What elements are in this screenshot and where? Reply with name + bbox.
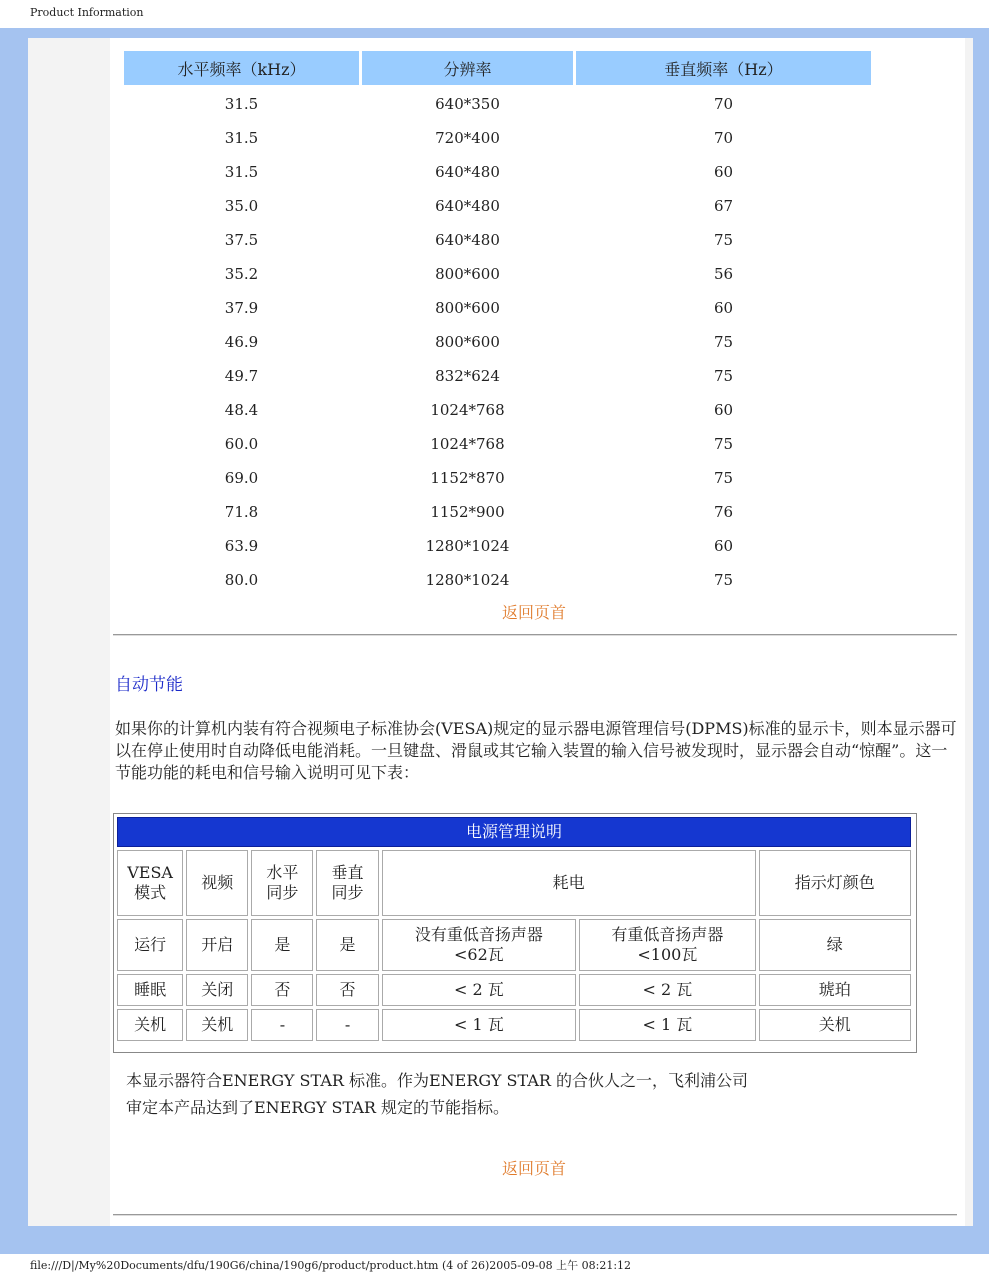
head-vesa-mode-line2: 模式 bbox=[134, 883, 167, 902]
cell-resolution: 640*480 bbox=[435, 230, 500, 249]
page-content bbox=[28, 38, 973, 1226]
table-row bbox=[124, 258, 871, 289]
cell-resolution: 720*400 bbox=[435, 128, 500, 147]
table-row bbox=[124, 326, 871, 357]
header-vertical-frequency: 垂直频率（Hz） bbox=[576, 51, 871, 85]
section-title: 自动节能 bbox=[115, 675, 183, 695]
cell-vfreq: 76 bbox=[713, 502, 734, 521]
divider bbox=[113, 1214, 957, 1216]
cell-vfreq: 75 bbox=[713, 332, 734, 351]
head-vsync-line1: 垂直 bbox=[331, 863, 364, 882]
frequency-table-header-row bbox=[124, 51, 871, 85]
cell-video: 开启 bbox=[186, 919, 248, 971]
cell-vfreq: 75 bbox=[713, 434, 734, 453]
table-row bbox=[124, 462, 871, 493]
cell-vfreq: 75 bbox=[713, 468, 734, 487]
head-hsync-line1: 水平 bbox=[266, 863, 299, 882]
cell-hsync: 否 bbox=[251, 974, 313, 1006]
power-table-caption: 电源管理说明 bbox=[117, 817, 911, 847]
cell-hfreq: 80.0 bbox=[224, 570, 259, 589]
cell-resolution: 640*480 bbox=[435, 162, 500, 181]
cell-power-subwoofer: < 2 瓦 bbox=[579, 974, 755, 1006]
subwoofer-label: 有重低音扬声器 bbox=[611, 925, 724, 944]
cell-power-subwoofer bbox=[579, 919, 755, 971]
head-video: 视频 bbox=[186, 850, 248, 916]
table-row bbox=[124, 122, 871, 153]
no-subwoofer-value: <62瓦 bbox=[453, 945, 504, 964]
back-to-top-link[interactable]: 返回页首 bbox=[501, 1159, 566, 1178]
cell-vfreq: 60 bbox=[713, 298, 734, 317]
cell-vfreq: 60 bbox=[713, 400, 734, 419]
cell-hfreq: 63.9 bbox=[224, 536, 259, 555]
cell-hsync: 是 bbox=[251, 919, 313, 971]
head-vesa-mode bbox=[117, 850, 183, 916]
head-vsync bbox=[316, 850, 378, 916]
cell-resolution: 1024*768 bbox=[430, 434, 505, 453]
cell-resolution: 1152*900 bbox=[430, 502, 505, 521]
energy-star-note bbox=[126, 1067, 926, 1121]
head-vesa-mode-line1: VESA bbox=[127, 863, 173, 882]
cell-resolution: 1280*1024 bbox=[425, 536, 510, 555]
table-row bbox=[124, 394, 871, 425]
cell-hfreq: 35.0 bbox=[224, 196, 259, 215]
table-row bbox=[124, 292, 871, 323]
cell-vfreq: 75 bbox=[713, 230, 734, 249]
cell-power-no-subwoofer: < 2 瓦 bbox=[382, 974, 577, 1006]
head-hsync-line2: 同步 bbox=[266, 883, 299, 902]
header-label: Product Information bbox=[30, 6, 144, 19]
cell-video: 关机 bbox=[186, 1009, 248, 1041]
table-row bbox=[124, 564, 871, 595]
power-management-table-frame bbox=[113, 813, 917, 1053]
head-power: 耗电 bbox=[382, 850, 756, 916]
cell-resolution: 800*600 bbox=[435, 332, 500, 351]
frequency-table bbox=[121, 48, 874, 598]
cell-hfreq: 31.5 bbox=[224, 94, 259, 113]
cell-vfreq: 75 bbox=[713, 366, 734, 385]
table-row bbox=[124, 530, 871, 561]
power-table-row-off bbox=[117, 1009, 911, 1041]
cell-resolution: 640*350 bbox=[435, 94, 500, 113]
head-hsync bbox=[251, 850, 313, 916]
cell-hfreq: 37.9 bbox=[224, 298, 259, 317]
cell-mode: 睡眠 bbox=[117, 974, 183, 1006]
cell-vfreq: 56 bbox=[713, 264, 734, 283]
back-to-top-link[interactable]: 返回页首 bbox=[501, 603, 566, 622]
footer-path: file:///D|/My%20Documents/dfu/190G6/china/190g6/product/product.htm (4 of 26)2005-09-08 上午 08:21:12 bbox=[30, 1259, 632, 1272]
cell-resolution: 800*600 bbox=[435, 298, 500, 317]
section-paragraph: 如果你的计算机内装有符合视频电子标准协会(VESA)规定的显示器电源管理信号(DPMS)标准的显示卡，则本显示器可以在停止使用时自动降低电能消耗。一旦键盘、滑鼠或其它输入装置的输入信号被发现时，显示器会自动“惊醒”。这一节能功能的耗电和信号输入说明可见下表： bbox=[115, 719, 957, 782]
cell-vsync: 否 bbox=[316, 974, 378, 1006]
cell-led: 琥珀 bbox=[759, 974, 911, 1006]
cell-mode: 运行 bbox=[117, 919, 183, 971]
head-led-color: 指示灯颜色 bbox=[759, 850, 911, 916]
table-row bbox=[124, 496, 871, 527]
cell-hfreq: 35.2 bbox=[224, 264, 259, 283]
cell-vfreq: 70 bbox=[713, 94, 734, 113]
cell-mode: 关机 bbox=[117, 1009, 183, 1041]
table-row bbox=[124, 428, 871, 459]
cell-vfreq: 60 bbox=[713, 536, 734, 555]
cell-hfreq: 46.9 bbox=[224, 332, 259, 351]
divider bbox=[113, 634, 957, 636]
cell-hfreq: 60.0 bbox=[224, 434, 259, 453]
cell-resolution: 1152*870 bbox=[430, 468, 505, 487]
cell-hsync: - bbox=[251, 1009, 313, 1041]
cell-hfreq: 48.4 bbox=[224, 400, 259, 419]
cell-resolution: 1280*1024 bbox=[425, 570, 510, 589]
power-table-row-run bbox=[117, 919, 911, 971]
energy-star-note-line2: 审定本产品达到了ENERGY STAR 规定的节能指标。 bbox=[126, 1098, 510, 1117]
table-row bbox=[124, 360, 871, 391]
cell-led: 绿 bbox=[759, 919, 911, 971]
head-vsync-line2: 同步 bbox=[331, 883, 364, 902]
cell-hfreq: 37.5 bbox=[224, 230, 259, 249]
energy-star-note-line1: 本显示器符合ENERGY STAR 标准。作为ENERGY STAR 的合伙人之一，飞利浦公司 bbox=[126, 1071, 749, 1090]
cell-vfreq: 70 bbox=[713, 128, 734, 147]
cell-resolution: 640*480 bbox=[435, 196, 500, 215]
cell-led: 关机 bbox=[759, 1009, 911, 1041]
power-management-table bbox=[114, 814, 914, 1044]
cell-vsync: 是 bbox=[316, 919, 378, 971]
cell-vfreq: 60 bbox=[713, 162, 734, 181]
power-table-caption-row bbox=[117, 817, 911, 847]
header-horizontal-frequency: 水平频率（kHz） bbox=[124, 51, 359, 85]
cell-vfreq: 75 bbox=[713, 570, 734, 589]
left-gutter bbox=[28, 38, 110, 1226]
cell-vsync: - bbox=[316, 1009, 378, 1041]
cell-power-no-subwoofer: < 1 瓦 bbox=[382, 1009, 577, 1041]
cell-hfreq: 31.5 bbox=[224, 128, 259, 147]
cell-hfreq: 49.7 bbox=[224, 366, 259, 385]
cell-video: 关闭 bbox=[186, 974, 248, 1006]
table-row bbox=[124, 224, 871, 255]
header-resolution: 分辨率 bbox=[362, 51, 573, 85]
cell-hfreq: 71.8 bbox=[224, 502, 259, 521]
cell-power-no-subwoofer bbox=[382, 919, 577, 971]
power-table-head-row bbox=[117, 850, 911, 916]
power-table-row-sleep bbox=[117, 974, 911, 1006]
cell-resolution: 800*600 bbox=[435, 264, 500, 283]
right-edge bbox=[965, 38, 973, 1226]
no-subwoofer-label: 没有重低音扬声器 bbox=[414, 925, 543, 944]
subwoofer-value: <100瓦 bbox=[637, 945, 698, 964]
table-row bbox=[124, 88, 871, 119]
cell-hfreq: 31.5 bbox=[224, 162, 259, 181]
cell-hfreq: 69.0 bbox=[224, 468, 259, 487]
cell-vfreq: 67 bbox=[713, 196, 734, 215]
cell-resolution: 1024*768 bbox=[430, 400, 505, 419]
cell-resolution: 832*624 bbox=[435, 366, 500, 385]
table-row bbox=[124, 190, 871, 221]
cell-power-subwoofer: < 1 瓦 bbox=[579, 1009, 755, 1041]
table-row bbox=[124, 156, 871, 187]
